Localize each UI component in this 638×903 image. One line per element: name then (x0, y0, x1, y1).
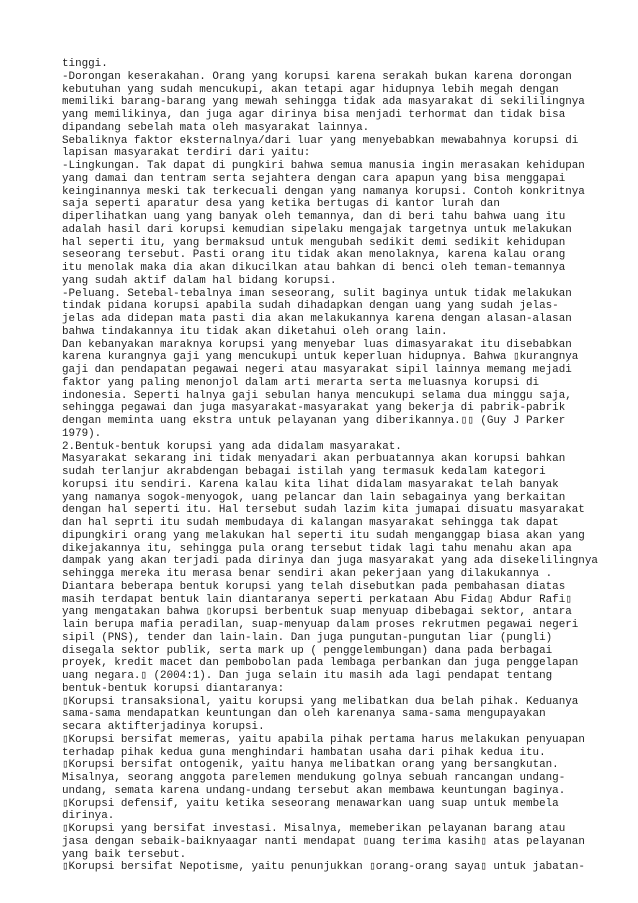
document-line: dipandang sebelah mata oleh masyarakat lainnya. (62, 121, 370, 134)
document-line: undang, semata karena undang-undang tersebut akan membawa keuntungan baginya. (62, 784, 566, 797)
document-line: sama-sama mendapatkan keuntungan dan oleh karenanya sama-sama mengupayakan (62, 708, 546, 721)
document-line: lapisan masyarakat terdiri dari yaitu: (62, 147, 311, 160)
document-line: Diantara beberapa bentuk korupsi yang telah disebutkan pada pembahasan diatas (62, 580, 566, 593)
document-line: ▯Korupsi bersifat ontogenik, yaitu hanya melibatkan orang yang bersangkutan. (62, 759, 559, 772)
document-line: bahwa tindakannya itu tidak akan diketahui oleh orang lain. (62, 325, 448, 338)
document-line: Masyarakat sekarang ini tidak menyadari akan perbuatannya akan korupsi bahkan (62, 453, 566, 466)
document-line: lain berupa mafia peradilan, suap-menyuap dalam proses rekrutmen pegawai negeri (62, 619, 579, 631)
document-line: seseorang tersebut. Pasti orang itu tidak akan menolaknya, karena kalau orang (62, 249, 566, 262)
document-line: sehingga mereka itu merasa benar sendiri akan pekerjaan yang dilakukannya . (62, 568, 553, 580)
document-line: secara aktifterjadinya korupsi. (62, 721, 265, 733)
document-line: jasa dengan sebaik-baiknyaagar nanti mendapat ▯uang terima kasih▯ atas pelayanan (62, 835, 585, 848)
document-line: yang sudah aktif dalam hal bidang korupsi. (62, 274, 337, 287)
document-line: 2.Bentuk-bentuk korupsi yang ada didalam masyarakat. (62, 440, 402, 453)
document-line: dirinya. (62, 810, 115, 823)
document-line: keinginannya meski tak terkecuali dengan yang namanya korupsi. Contoh konkritnya (62, 185, 585, 198)
document-line: Sebaliknya faktor eksternalnya/dari luar yang menyebabkan mewabahnya korupsi di (62, 134, 579, 147)
document-line: dengan meminta uang ekstra untuk pelayanan yang diberikannya.▯▯ (Guy J Parker (62, 415, 566, 427)
document-line: 1979). (62, 427, 102, 440)
document-line: ▯Korupsi defensif, yaitu ketika seseorang menawarkan uang suap untuk membela (62, 797, 559, 810)
document-line: dengan hal seperti itu. Hal tersebut sudah lazim kita jumapai disuatu masyarakat (62, 504, 585, 517)
document-line: uang negara.▯ (2004:1). Dan juga selain itu masih ada lagi pendapat tentang (62, 670, 553, 682)
document-line: faktor yang paling menonjol dalam arti merarta serta meluasnya korupsi di (62, 376, 540, 389)
document-line: memiliki barang-barang yang mewah sehingga tidak ada masyarakat di sekililingnya (62, 96, 585, 109)
document-line: bentuk-bentuk korupsi diantaranya: (62, 682, 285, 695)
document-line: proyek, kredit macet dan pembobolan pada lembaga perbankan dan juga penggelapan (62, 657, 579, 670)
document-line: ▯Korupsi transaksional, yaitu korupsi yang melibatkan dua belah pihak. Keduanya (62, 695, 579, 708)
document-line: jelas ada didepan mata pasti dia akan melakukannya karena dengan alasan-alasan (62, 313, 572, 325)
document-line: gaji dan pendapatan pegawai negeri atau masyarakat sipil lainnya memang mejadi (62, 364, 572, 376)
document-line: ▯Korupsi bersifat memeras, yaitu apabila pihak pertama harus melakukan penyuapan (62, 733, 585, 746)
document-line: kebutuhan yang sudah mencukupi, akan tetapi agar hidupnya lebih megah dengan (62, 83, 559, 96)
document-line: sudah terlanjur akrabdengan bebagai istilah yang termasuk kedalam kategori (62, 466, 546, 478)
document-line: sehingga pegawai dan juga masyarakat-masyarakat yang bekerja di pabrik-pabrik (62, 402, 566, 415)
document-line: Dan kebanyakan maraknya korupsi yang menyebar luas dimasyarakat itu disebabkan (62, 338, 572, 351)
document-line: yang memilikinya, dan juga agar dirinya bisa menjadi terhormat dan tidak bisa (62, 109, 566, 121)
document-line: yang mengatakan bahwa ▯korupsi berbentuk suap menyuap dibebagai sektor, antara (62, 606, 572, 619)
document-line: -Lingkungan. Tak dapat di pungkiri bahwa semua manusia ingin merasakan kehidupan (62, 160, 585, 172)
document-line: Misalnya, seorang anggota parelemen mendukung golnya sebuah rancangan undang- (62, 772, 566, 784)
document-line: yang namanya sogok-menyogok, uang pelancar dan lain sebagainya yang berkaitan (62, 491, 566, 504)
document-line: dan hal seprti itu sudah membudaya di kalangan masyarakat sehingga tak dapat (62, 517, 559, 529)
document-line: korupsi itu sendiri. Karena kalau kita lihat didalam masyarakat telah banyak (62, 478, 559, 491)
document-line: masih terdapat bentuk lain diantaranya seperti perkataan Abu Fida▯ Abdur Rafi▯ (62, 593, 572, 606)
document-line: yang damai dan tentram serta sejahtera dengan cara apapun yang bisa menggapai (62, 172, 566, 185)
document-line: ▯Korupsi yang bersifat investasi. Misalnya, memeberikan pelayanan barang atau (62, 823, 566, 835)
document-line: tindak pidana korupsi apabila sudah dihadapkan dengan uang yang sudah jelas- (62, 300, 559, 313)
document-line: karena kurangnya gaji yang mencukupi untuk keperluan hidupnya. Bahwa ▯kurangnya (62, 351, 579, 364)
document-line: dikejakannya itu, sehingga pula orang tersebut tidak lagi tahu menahu akan apa (62, 542, 572, 555)
document-line: disegala sektor publik, serta mark up ( penggelembungan) dana pada berbagai (62, 644, 553, 657)
document-line: indonesia. Seperti halnya gaji sebulan hanya mencukupi selama dua minggu saja, (62, 389, 572, 402)
document-line: terhadap pihak kedua guna menghindari hambatan usaha dari pihak kedua itu. (62, 746, 546, 759)
document-line: yang baik tersebut. (62, 848, 187, 861)
document-line: adalah hasil dari korupsi kemudian sipelaku mengajak targetnya untuk melakukan (62, 223, 572, 236)
document-line: -Dorongan keserakahan. Orang yang korupsi karena serakah bukan karena dorongan (62, 70, 572, 83)
document-line: ▯Korupsi bersifat Nepotisme, yaitu penunjukkan ▯orang-orang saya▯ untuk jabatan- (62, 861, 585, 874)
document-line: dampak yang akan terjadi pada dirinya dan juga masyarakat yang ada disekelilingnya (62, 555, 598, 568)
document-line: hal seperti itu, yang bermaksud untuk mengubah sedikit demi sedikit kehidupan (62, 236, 566, 249)
document-line: dipungkiri orang yang melakukan hal seperti itu sudah menganggap biasa akan yang (62, 529, 585, 542)
document-line: saja seperti aparatur desa yang ketika bertugas di kantor lurah dan (62, 198, 500, 211)
document-line: itu menolak maka dia akan dikucilkan atau bahkan di benci oleh teman-temannya (62, 262, 566, 274)
document-line: tinggi. (62, 58, 108, 70)
document-body (62, 58, 622, 874)
document-line: diperlihatkan uang yang banyak oleh temannya, dan di beri tahu bahwa uang itu (62, 211, 566, 223)
document-line: sipil (PNS), tender dan lain-lain. Dan juga pungutan-pungutan liar (pungli) (62, 631, 553, 644)
document-line: -Peluang. Setebal-tebalnya iman seseorang, sulit baginya untuk tidak melakukan (62, 287, 572, 300)
